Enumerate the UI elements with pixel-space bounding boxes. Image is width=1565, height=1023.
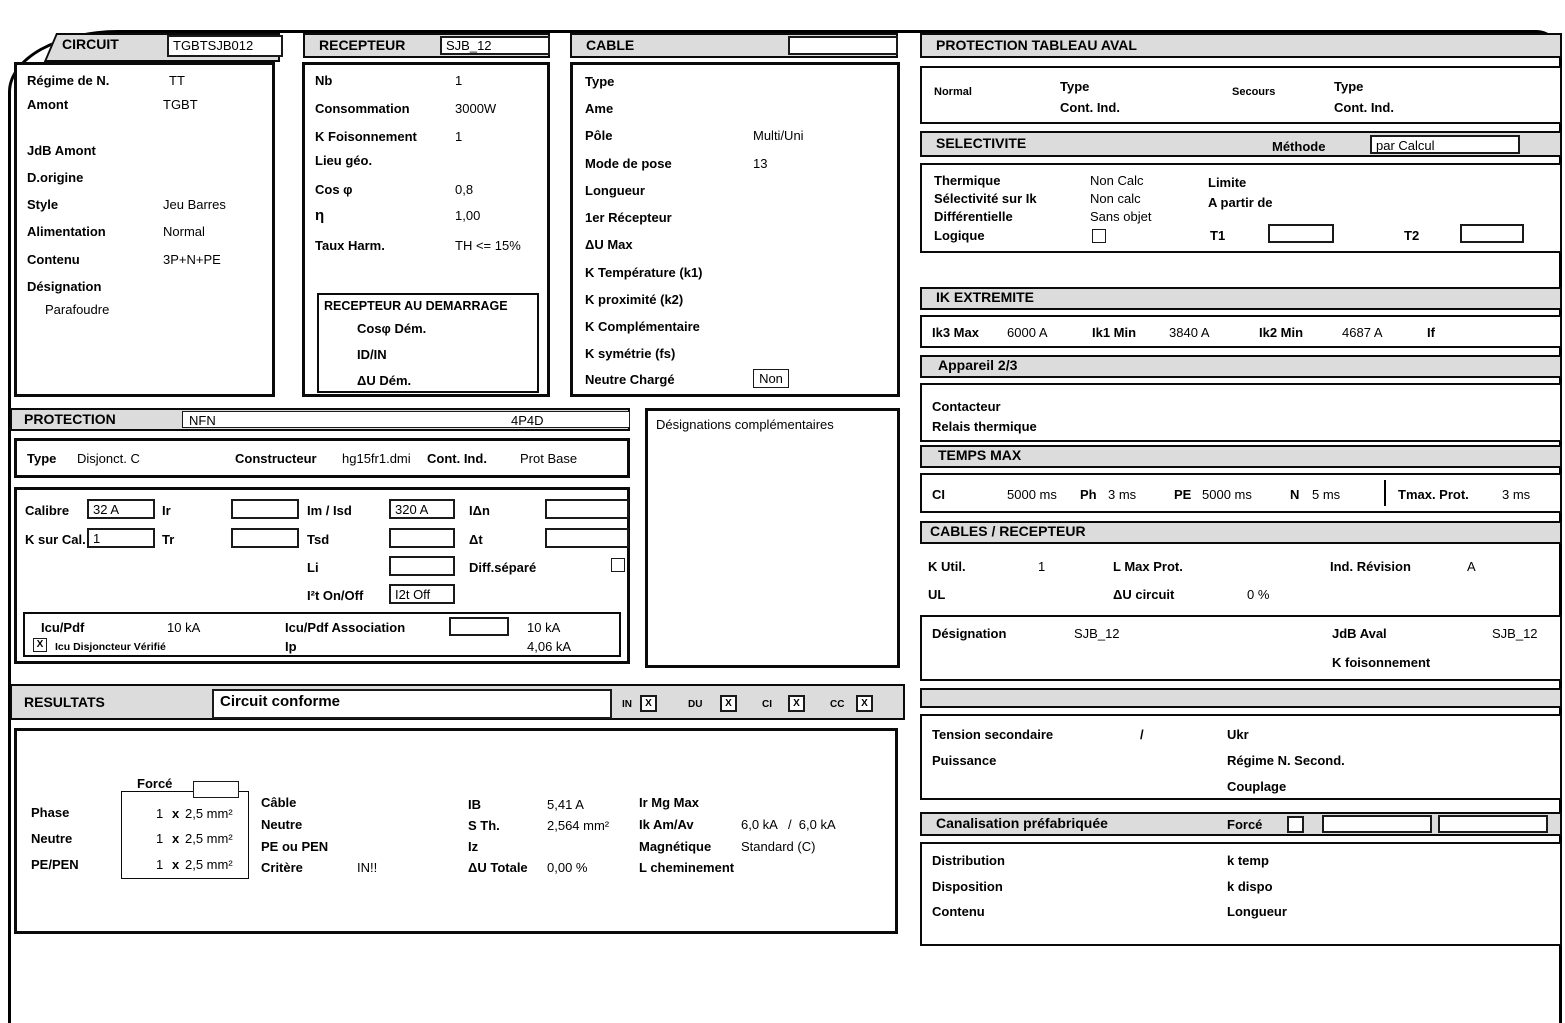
if-label: If xyxy=(1427,325,1435,340)
ik-header xyxy=(920,287,1562,310)
field-label: Nb xyxy=(315,73,333,88)
type-label: Type xyxy=(27,451,57,466)
ik1-label: Ik1 Min xyxy=(1092,325,1137,340)
selectivite-header xyxy=(920,131,1562,157)
pepen-label: PE/PEN xyxy=(31,857,79,872)
field-label: Consommation xyxy=(315,101,410,116)
n-label: N xyxy=(1290,487,1300,502)
size-value: 2,5 mm² xyxy=(185,857,233,872)
diff-separe-checkbox[interactable] xyxy=(611,558,625,572)
dt-input[interactable] xyxy=(545,528,629,548)
aval-title: PROTECTION TABLEAU AVAL xyxy=(936,37,1137,53)
ik2-value: 4687 A xyxy=(1342,325,1383,340)
cable-id-input[interactable] xyxy=(788,36,898,55)
designation-label: Désignation xyxy=(932,626,1007,641)
protection-type-box xyxy=(14,438,630,478)
distribution-label: Distribution xyxy=(932,853,1005,868)
calibre-box xyxy=(14,487,630,664)
icu-verifie-checkbox[interactable]: X xyxy=(33,638,47,652)
cont-ind-value: Prot Base xyxy=(520,451,578,466)
pe-ou-pen-label: PE ou PEN xyxy=(261,839,329,854)
k-util-label: K Util. xyxy=(928,559,966,574)
contacteur-label: Contacteur xyxy=(932,399,1001,414)
canalisation-title: Canalisation préfabriquée xyxy=(936,815,1108,831)
aval-type2-label: Type xyxy=(1334,79,1364,94)
puissance-label: Puissance xyxy=(932,753,997,768)
pe-label: PE xyxy=(1174,487,1192,502)
t1-input[interactable] xyxy=(1268,224,1334,243)
field-label: Cosφ Dém. xyxy=(357,321,427,336)
selik-label: Sélectivité sur Ik xyxy=(934,191,1037,206)
tension-separator: / xyxy=(1140,727,1144,742)
t2-input[interactable] xyxy=(1460,224,1524,243)
ik1-value: 3840 A xyxy=(1169,325,1210,340)
logique-checkbox[interactable] xyxy=(1092,229,1106,243)
ip-label: Ip xyxy=(285,639,297,654)
jdb-aval-value: SJB_12 xyxy=(1492,626,1538,641)
tsd-input[interactable] xyxy=(389,528,455,548)
demarrage-title: RECEPTEUR AU DEMARRAGE xyxy=(324,299,508,313)
im-isd-label: Im / Isd xyxy=(307,503,352,518)
designation-aval-box xyxy=(920,615,1562,681)
methode-input[interactable]: par Calcul xyxy=(1370,135,1520,154)
protection-title: PROTECTION xyxy=(24,411,116,427)
demarrage-box xyxy=(317,293,539,393)
selectivite-box xyxy=(920,163,1562,253)
field-label: Neutre Chargé xyxy=(585,372,675,387)
jdb-aval-label: JdB Aval xyxy=(1332,626,1387,641)
size-value: 2,5 mm² xyxy=(185,806,233,821)
ir-label: Ir xyxy=(162,503,171,518)
recepteur-box xyxy=(302,62,550,397)
resultats-header xyxy=(10,684,905,720)
ind-revision-label: Ind. Révision xyxy=(1330,559,1411,574)
recepteur-title: RECEPTEUR xyxy=(319,37,406,53)
neutre-label: Neutre xyxy=(31,831,73,846)
cable-title: CABLE xyxy=(586,37,635,53)
ci-checkbox[interactable]: X xyxy=(788,695,805,712)
icu-assoc-label: Icu/Pdf Association xyxy=(285,620,406,635)
l-max-prot-label: L Max Prot. xyxy=(1113,559,1183,574)
field-value: 13 xyxy=(753,156,768,171)
relais-label: Relais thermique xyxy=(932,419,1037,434)
check-label: DU xyxy=(688,699,703,710)
selik-value: Non calc xyxy=(1090,191,1141,206)
k-dispo-label: k dispo xyxy=(1227,879,1273,894)
aval-cont2-label: Cont. Ind. xyxy=(1334,100,1394,115)
ci-label: CI xyxy=(932,487,945,502)
dt-label: Δt xyxy=(469,532,483,547)
field-label: Cos φ xyxy=(315,182,353,197)
couplage-label: Couplage xyxy=(1227,779,1287,794)
cables-recepteur-fields xyxy=(920,545,1558,613)
cable-header xyxy=(570,33,898,58)
du-checkbox[interactable]: X xyxy=(720,695,737,712)
circuit-box xyxy=(14,62,275,397)
l-cheminement-label: L cheminement xyxy=(639,860,735,875)
field-value: 3000W xyxy=(455,101,497,116)
tr-input[interactable] xyxy=(231,528,299,548)
thermique-label: Thermique xyxy=(934,173,1001,188)
field-value: Normal xyxy=(163,224,205,239)
field-label: Type xyxy=(585,74,615,89)
n-value: 5 ms xyxy=(1312,487,1341,502)
type-value: Disjonct. C xyxy=(77,451,140,466)
field-value: TH <= 15% xyxy=(455,238,521,253)
i2t-input[interactable]: I2t Off xyxy=(389,584,455,604)
cables-recepteur-header xyxy=(920,521,1562,544)
field-label: Contenu xyxy=(27,252,80,267)
field-value: 0,8 xyxy=(455,182,474,197)
field-label: Taux Harm. xyxy=(315,238,385,253)
im-isd-input[interactable]: 320 A xyxy=(389,499,455,519)
recepteur-id-input[interactable]: SJB_12 xyxy=(440,36,550,55)
designations-box xyxy=(645,408,900,668)
size-value: 2,5 mm² xyxy=(185,831,233,846)
neutre-charge-input[interactable]: Non xyxy=(753,369,789,388)
sth-value: 2,564 mm² xyxy=(547,818,610,833)
du-totale-value: 0,00 % xyxy=(547,860,588,875)
field-value: Multi/Uni xyxy=(753,128,804,143)
t1-label: T1 xyxy=(1210,228,1226,243)
field-label: ΔU Dém. xyxy=(357,373,412,388)
results-box xyxy=(14,728,898,934)
field-label: η xyxy=(315,207,325,224)
temps-header xyxy=(920,445,1562,468)
ik-title: IK EXTREMITE xyxy=(936,289,1035,305)
differentielle-label: Différentielle xyxy=(934,209,1013,224)
pe-value: 5000 ms xyxy=(1202,487,1252,502)
temps-box xyxy=(920,473,1562,513)
field-value: TT xyxy=(169,73,185,88)
field-label: ID/IN xyxy=(357,347,387,362)
tr-label: Tr xyxy=(162,532,175,547)
icu-assoc-value: 10 kA xyxy=(527,620,561,635)
ir-input[interactable] xyxy=(231,499,299,519)
icu-box xyxy=(23,612,621,657)
size-count: 1 xyxy=(156,857,164,872)
field-label: K Foisonnement xyxy=(315,129,417,144)
canalisation-force-label: Forcé xyxy=(1227,817,1263,832)
appareil-title: Appareil 2/3 xyxy=(938,357,1018,373)
critere-value: IN!! xyxy=(357,860,378,875)
constructeur-value: hg15fr1.dmi xyxy=(342,451,411,466)
canalisation-box xyxy=(920,842,1562,946)
cable-box xyxy=(570,62,900,397)
size-count: 1 xyxy=(156,806,164,821)
cables-recepteur-title: CABLES / RECEPTEUR xyxy=(930,523,1086,539)
appareil-box xyxy=(920,383,1562,442)
k-temp-label: k temp xyxy=(1227,853,1269,868)
calibre-input[interactable]: 32 A xyxy=(87,499,155,519)
field-label: K symétrie (fs) xyxy=(585,346,676,361)
field-label: Longueur xyxy=(585,183,645,198)
size-x: x xyxy=(172,857,180,872)
diff-separe-label: Diff.séparé xyxy=(469,560,537,575)
idn-input[interactable] xyxy=(545,499,629,519)
icu-assoc-input[interactable] xyxy=(449,617,509,636)
protection-header xyxy=(10,408,630,431)
cc-checkbox[interactable]: X xyxy=(856,695,873,712)
ib-value: 5,41 A xyxy=(547,797,584,812)
magnetique-value: Standard (C) xyxy=(741,839,816,854)
canalisation-input-2[interactable] xyxy=(1438,815,1548,833)
ib-label: IB xyxy=(468,797,481,812)
sth-label: S Th. xyxy=(468,818,500,833)
tsd-label: Tsd xyxy=(307,532,330,547)
a-partir-de-label: A partir de xyxy=(1208,195,1273,210)
check-label: CI xyxy=(762,699,772,710)
appareil-header xyxy=(920,355,1562,378)
resultats-title: RESULTATS xyxy=(24,694,105,710)
size-count: 1 xyxy=(156,831,164,846)
idn-label: IΔn xyxy=(469,503,490,518)
field-value: Jeu Barres xyxy=(163,197,226,212)
ph-value: 3 ms xyxy=(1108,487,1137,502)
field-label: Mode de pose xyxy=(585,156,672,171)
size-x: x xyxy=(172,831,180,846)
thermique-value: Non Calc xyxy=(1090,173,1144,188)
phase-label: Phase xyxy=(31,805,70,820)
ik-amav-value: 6,0 kA / 6,0 kA xyxy=(741,817,836,832)
tmax-value: 3 ms xyxy=(1502,487,1531,502)
ksurcal-input[interactable]: 1 xyxy=(87,528,155,548)
field-value: 1 xyxy=(455,73,463,88)
check-label: CC xyxy=(830,699,845,710)
ik3-value: 6000 A xyxy=(1007,325,1048,340)
ik-amav-label: Ik Am/Av xyxy=(639,817,694,832)
differentielle-value: Sans objet xyxy=(1090,209,1152,224)
methode-label: Méthode xyxy=(1272,139,1326,154)
field-label: JdB Amont xyxy=(27,143,96,158)
field-label: Style xyxy=(27,197,59,212)
canalisation-input-1[interactable] xyxy=(1322,815,1432,833)
resultats-status-input[interactable]: Circuit conforme xyxy=(212,689,612,719)
field-value: TGBT xyxy=(163,97,198,112)
cable-label: Câble xyxy=(261,795,297,810)
k-util-value: 1 xyxy=(1038,559,1046,574)
normal-label: Normal xyxy=(934,86,972,98)
protection-pole-code: 4P4D xyxy=(511,413,544,428)
ir-mg-max-label: Ir Mg Max xyxy=(639,795,699,810)
longueur-label: Longueur xyxy=(1227,904,1287,919)
field-value: 1 xyxy=(455,129,463,144)
field-label: Pôle xyxy=(585,128,613,143)
magnetique-label: Magnétique xyxy=(639,839,712,854)
field-label: 1er Récepteur xyxy=(585,210,672,225)
icu-pdf-label: Icu/Pdf xyxy=(41,620,85,635)
ul-label: UL xyxy=(928,587,946,602)
aval-cont-label: Cont. Ind. xyxy=(1060,100,1120,115)
field-value: 1,00 xyxy=(455,208,481,223)
temps-title: TEMPS MAX xyxy=(938,447,1022,463)
aval-header xyxy=(920,33,1562,58)
canalisation-header xyxy=(920,812,1562,836)
field-label: Régime de N. xyxy=(27,73,110,88)
calibre-label: Calibre xyxy=(25,503,70,518)
field-label: Lieu géo. xyxy=(315,153,373,168)
protection-norm: NFN xyxy=(189,413,216,428)
icu-pdf-value: 10 kA xyxy=(167,620,201,635)
limite-label: Limite xyxy=(1208,175,1247,190)
field-label: Ame xyxy=(585,101,614,116)
secours-label: Secours xyxy=(1232,86,1276,98)
li-label: Li xyxy=(307,560,319,575)
field-value: 3P+N+PE xyxy=(163,252,221,267)
empty-header xyxy=(920,688,1562,708)
field-label: K Température (k1) xyxy=(585,265,703,280)
li-input[interactable] xyxy=(389,556,455,576)
field-label: Désignation xyxy=(27,279,102,294)
critere-label: Critère xyxy=(261,860,303,875)
selectivite-title: SELECTIVITE xyxy=(936,135,1027,151)
force-label: Forcé xyxy=(133,776,176,791)
temps-divider xyxy=(1384,480,1386,506)
du-totale-label: ΔU Totale xyxy=(468,860,528,875)
tmax-label: Tmax. Prot. xyxy=(1398,487,1469,502)
designations-title: Désignations complémentaires xyxy=(656,417,834,432)
protection-norm-input[interactable] xyxy=(182,411,630,428)
ph-label: Ph xyxy=(1080,487,1097,502)
circuit-id-input[interactable]: TGBTSJB012 xyxy=(167,35,283,57)
neutre2-label: Neutre xyxy=(261,817,303,832)
cont-ind-label: Cont. Ind. xyxy=(427,451,487,466)
disposition-label: Disposition xyxy=(932,879,1003,894)
regime-n-second-label: Régime N. Second. xyxy=(1227,753,1345,768)
ik-box xyxy=(920,315,1562,348)
du-circuit-label: ΔU circuit xyxy=(1113,587,1175,602)
ukr-label: Ukr xyxy=(1227,727,1249,742)
ind-revision-value: A xyxy=(1467,559,1476,574)
field-label: D.origine xyxy=(27,170,84,185)
tension-box xyxy=(920,714,1562,800)
field-label: Alimentation xyxy=(27,224,106,239)
in-checkbox[interactable]: X xyxy=(640,695,657,712)
sizes-box xyxy=(121,791,249,879)
constructeur-label: Constructeur xyxy=(235,451,317,466)
iz-label: Iz xyxy=(468,839,479,854)
ksurcal-label: K sur Cal. xyxy=(25,532,86,547)
recepteur-header xyxy=(303,33,550,58)
t2-label: T2 xyxy=(1404,228,1420,243)
icu-verifie-label: Icu Disjoncteur Vérifié xyxy=(55,641,166,653)
aval-box xyxy=(920,66,1562,124)
ik2-label: Ik2 Min xyxy=(1259,325,1304,340)
ik3-label: Ik3 Max xyxy=(932,325,979,340)
field-label: Amont xyxy=(27,97,69,112)
designation-value: SJB_12 xyxy=(1074,626,1120,641)
ci-value: 5000 ms xyxy=(1007,487,1057,502)
check-label: IN xyxy=(622,699,632,710)
designation-item: Parafoudre xyxy=(45,302,110,317)
circuit-title: CIRCUIT xyxy=(62,36,119,52)
force-input[interactable] xyxy=(193,781,239,798)
field-label: K proximité (k2) xyxy=(585,292,684,307)
aval-type-label: Type xyxy=(1060,79,1090,94)
i2t-label: I²t On/Off xyxy=(307,588,364,603)
contenu-label: Contenu xyxy=(932,904,985,919)
du-circuit-value: 0 % xyxy=(1247,587,1270,602)
field-label: ΔU Max xyxy=(585,237,633,252)
canalisation-force-checkbox[interactable] xyxy=(1287,816,1304,833)
size-x: x xyxy=(172,806,180,821)
logique-label: Logique xyxy=(934,228,985,243)
ip-value: 4,06 kA xyxy=(527,639,572,654)
field-label: K Complémentaire xyxy=(585,319,700,334)
k-foisonnement-label: K foisonnement xyxy=(1332,655,1431,670)
tension-secondaire-label: Tension secondaire xyxy=(932,727,1054,742)
